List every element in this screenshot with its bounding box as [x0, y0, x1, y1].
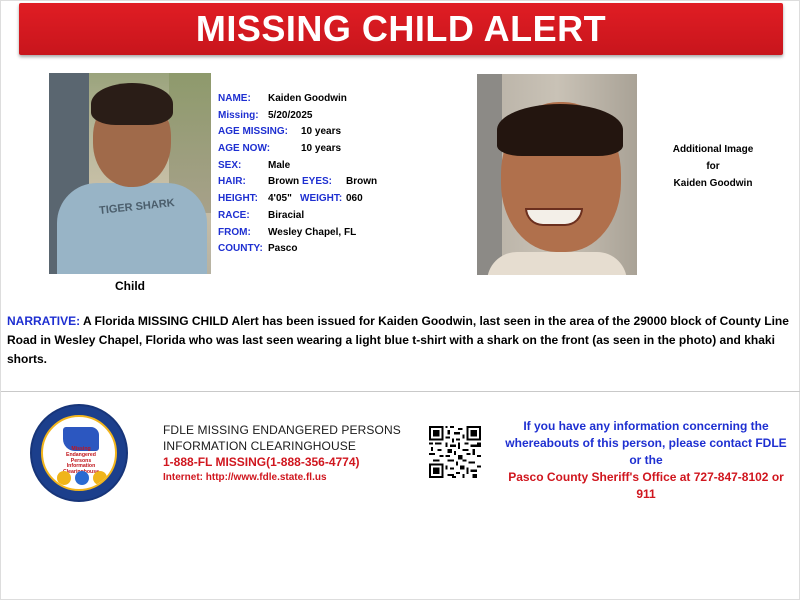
- fdle-phone: 1-888-FL MISSING(1-888-356-4774): [163, 455, 360, 469]
- narrative-label: NARRATIVE:: [7, 314, 81, 328]
- shirt: [57, 183, 207, 274]
- alert-poster: MISSING CHILD ALERT TIGER SHARK Child NAME: Kaiden Goodwin Missing: 5/20/2025 AGE MISSING: 10 years AGE NOW: 10 years SEX: Male HAIR: Brown EYES: Brown HEIGHT: 4'05" WEIGHT: 060 RACE: Biracial FROM: Wesley Chapel, FL COUNTY: Pasco Additional Image for Kaiden Goodwin NARRATIVE: A Florida MISSING CHILD Alert has been issued for Kaiden Goodwin, last seen in the area of the 29000 block of County Line Road in Wesley Chapel, Florida who was last seen wearing a light blue t-shirt with a shark on the front (as seen in the photo) and khaki shorts. Missing Endangered Persons Information FDLE MISSING ENDANGERED PERSONS INFORMATION CLEARINGHOUSE 1-888-FL MISSING(1-888-356-4774) Internet: http://www.fdle.state.fl.us If you have any information concerning the whereabouts of this person, please contact FDLE or the Pasco County Sheriff's Office at 727-847-8102 or 911: [0, 0, 800, 600]
- child-photo-caption: Child: [115, 279, 145, 293]
- narrative: [7, 312, 799, 369]
- hair: [91, 83, 173, 125]
- shirt-print-text: TIGER SHARK: [98, 197, 176, 217]
- contact-instructions: If you have any information concerning the whereabouts of this person, please contact FDLE or the Pasco County Sheriff's Office at 727-847-8102 or 911: [494, 418, 798, 503]
- alert-banner: [19, 3, 783, 55]
- additional-child-photo: [477, 74, 637, 275]
- shirt: [487, 252, 627, 275]
- fdle-website-link[interactable]: Internet: http://www.fdle.state.fl.us: [163, 472, 327, 483]
- additional-image-caption: Additional Image for Kaiden Goodwin: [672, 144, 754, 189]
- qr-code-icon[interactable]: [429, 426, 481, 478]
- sheriff-office-phone: Pasco County Sheriff's Office at 727-847-8102 or: [508, 470, 784, 484]
- child-photo: [49, 73, 211, 274]
- fdle-contact-block: [163, 422, 401, 486]
- family-figures-icon: [53, 471, 109, 489]
- alert-title: MISSING CHILD ALERT: [195, 8, 607, 49]
- section-divider: [1, 391, 800, 392]
- smile: [525, 208, 583, 226]
- fdle-title-line1: FDLE MISSING ENDANGERED PERSONS: [163, 423, 401, 437]
- seal-text: Missing Endangered Persons Information: [66, 446, 96, 470]
- hair: [497, 104, 623, 156]
- narrative-text: A Florida MISSING CHILD Alert has been issued for Kaiden Goodwin, last seen in the area of the 29000 block of County Line Road in Wesley Chapel, Florida who was last seen wearing a light blue t-shirt with a shark on the front (as seen in the photo) and khaki shorts.: [7, 314, 789, 366]
- fdle-title-line2: INFORMATION CLEARINGHOUSE: [163, 439, 356, 453]
- fdle-clearinghouse-seal-logo: [30, 404, 128, 502]
